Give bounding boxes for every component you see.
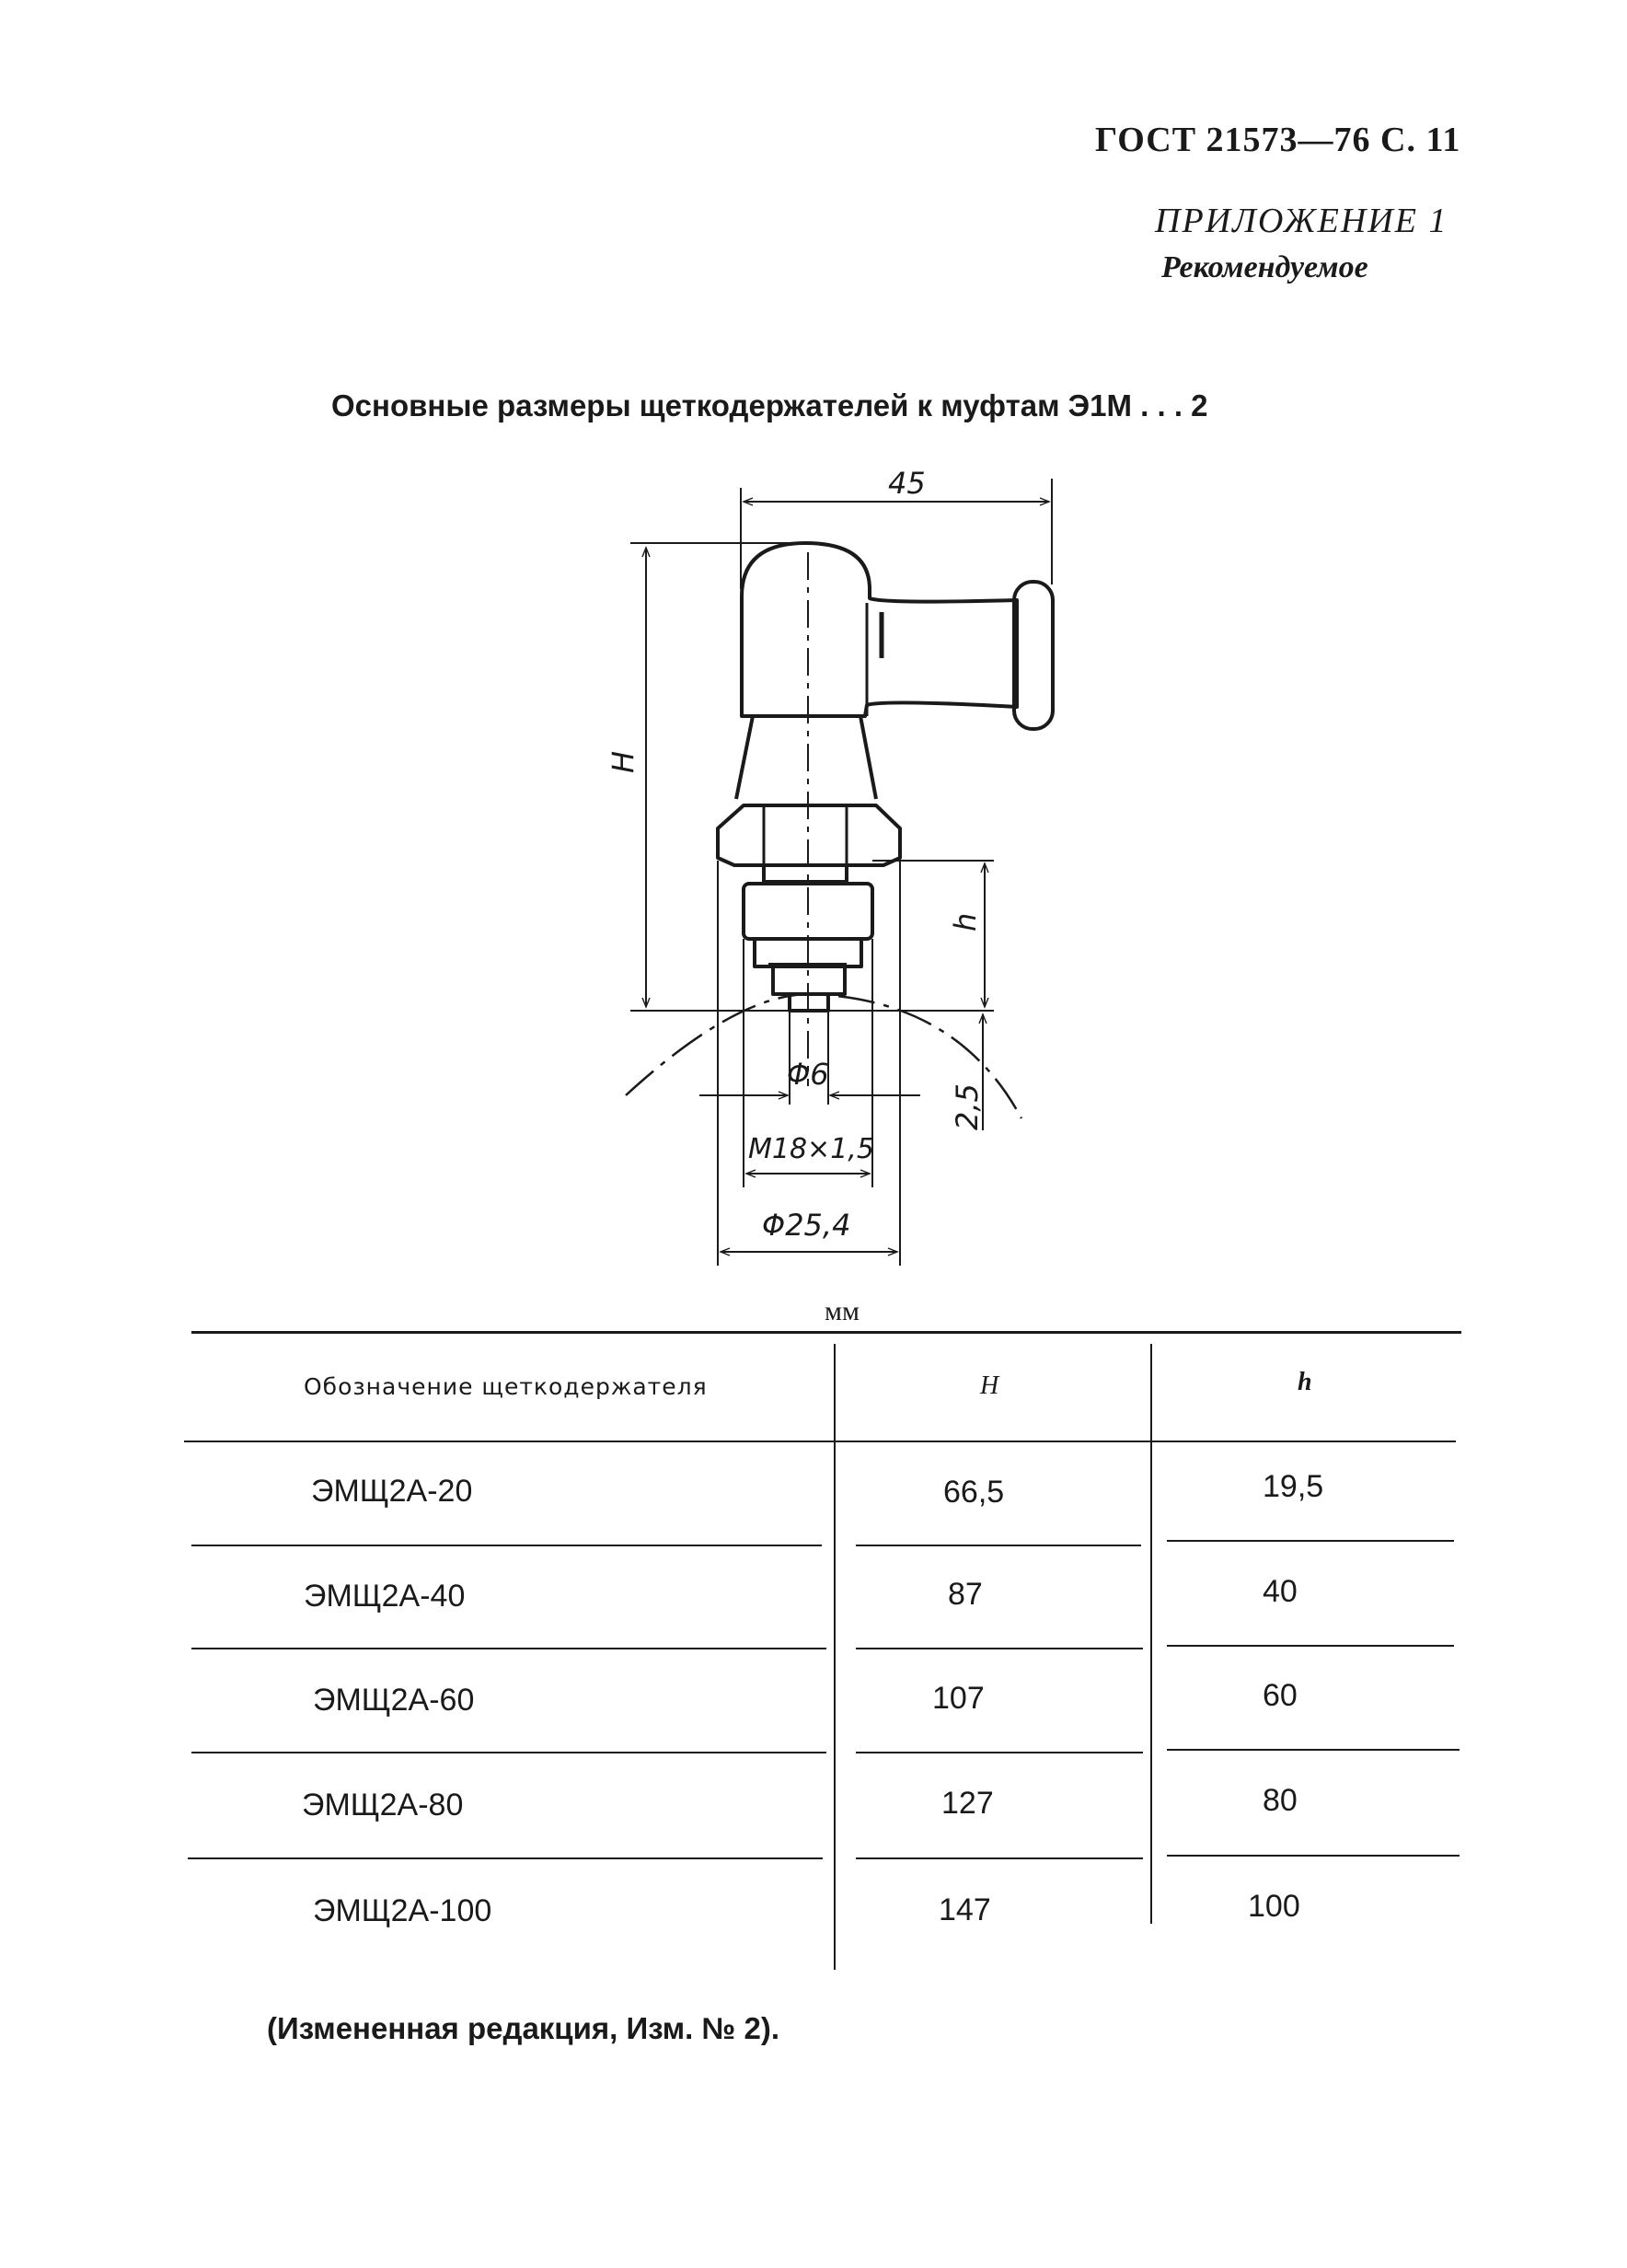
row-5-h: 100: [1248, 1889, 1300, 1924]
row-rule: [191, 1648, 826, 1649]
page-title: Основные размеры щеткодержателей к муфтам Э1М . . . 2: [331, 388, 1208, 422]
row-2-name: ЭМЩ2А-40: [304, 1579, 466, 1614]
row-rule: [1167, 1645, 1454, 1647]
row-2-H: 87: [948, 1577, 983, 1612]
row-3-name: ЭМЩ2А-60: [313, 1683, 475, 1718]
amendment-note: (Измененная редакция, Изм. № 2).: [267, 2011, 779, 2045]
row-4-name: ЭМЩ2А-80: [302, 1788, 464, 1822]
appendix-label: ПРИЛОЖЕНИЕ 1: [1155, 202, 1448, 240]
row-1-H: 66,5: [943, 1475, 1005, 1510]
dim-h-label: h: [948, 912, 983, 932]
row-rule: [191, 1545, 822, 1546]
dim-thread-label: M18×1,5: [748, 1133, 874, 1165]
row-rule: [1167, 1749, 1460, 1751]
table-header-rule: [184, 1441, 1456, 1442]
row-4-H: 127: [941, 1786, 994, 1821]
holder-body: [718, 543, 1053, 1011]
row-5-H: 147: [939, 1892, 991, 1927]
units-label: мм: [825, 1296, 860, 1326]
row-rule: [1167, 1540, 1454, 1542]
row-rule: [856, 1752, 1143, 1753]
header-h: h: [1298, 1368, 1312, 1396]
dimension-h: [872, 861, 994, 1007]
row-rule: [856, 1545, 1141, 1546]
column-divider-1: [834, 1344, 836, 1970]
dim-H-label: H: [606, 750, 640, 773]
dim-hex-label: Φ25,4: [762, 1208, 851, 1243]
row-1-name: ЭМЩ2А-20: [311, 1474, 473, 1509]
header-H: H: [980, 1371, 999, 1400]
row-2-h: 40: [1263, 1574, 1298, 1609]
row-5-name: ЭМЩ2А-100: [313, 1893, 492, 1928]
row-3-h: 60: [1263, 1678, 1298, 1713]
table-top-rule: [191, 1331, 1461, 1334]
row-rule: [191, 1752, 826, 1753]
row-1-h: 19,5: [1263, 1469, 1324, 1504]
dim-width-label: 45: [888, 466, 926, 501]
row-4-h: 80: [1263, 1783, 1298, 1818]
column-divider-2: [1150, 1344, 1152, 1924]
recommended-label: Рекомендуемое: [1161, 250, 1368, 284]
row-rule: [856, 1648, 1143, 1649]
row-rule: [856, 1857, 1143, 1859]
row-rule: [1167, 1855, 1460, 1857]
dim-gap-label: 2,5: [950, 1083, 985, 1130]
dim-pin-label: Φ6: [787, 1057, 829, 1092]
document-code: ГОСТ 21573—76 С. 11: [1095, 121, 1461, 159]
row-rule: [188, 1857, 823, 1859]
header-name: Обозначение щеткодержателя: [304, 1373, 708, 1400]
row-3-H: 107: [932, 1681, 985, 1716]
